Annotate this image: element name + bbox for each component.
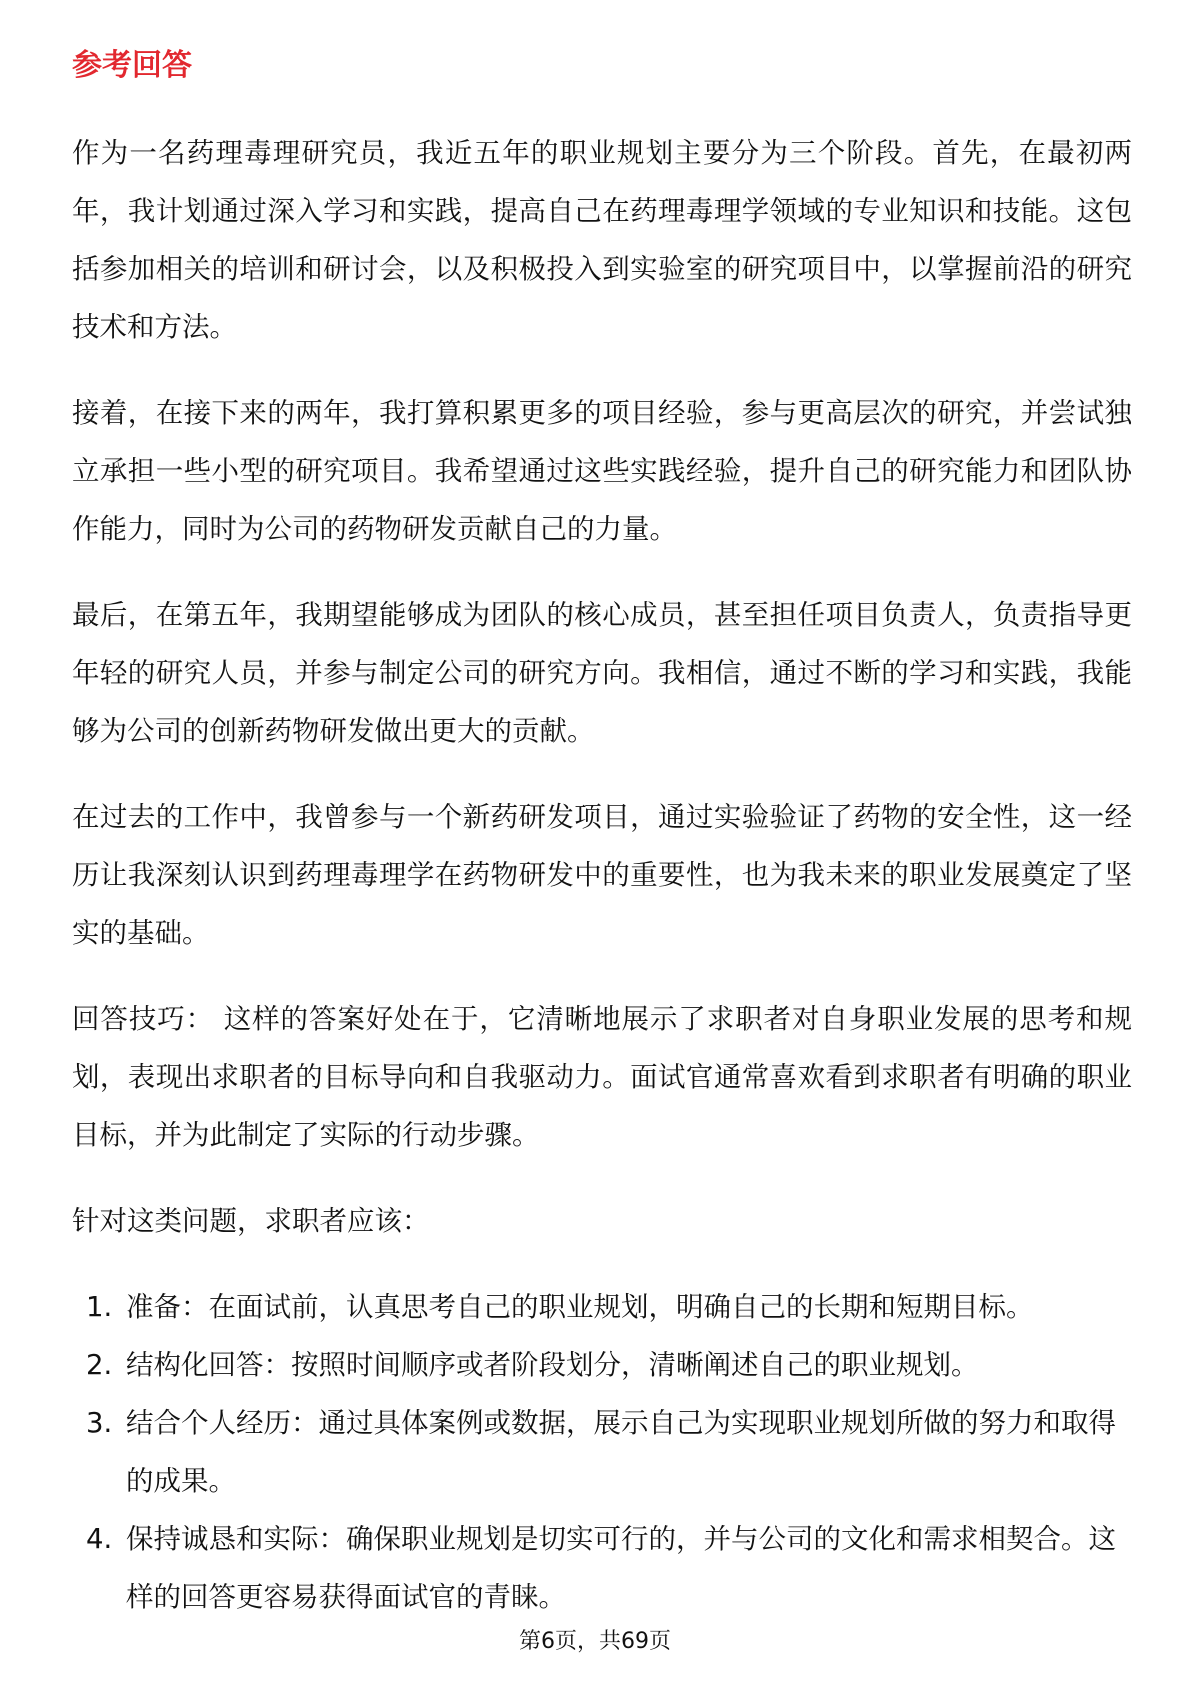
list-number: 2. [86,1349,113,1381]
paragraph-next-two-years: 接着，在接下来的两年，我打算积累更多的项目经验，参与更高层次的研究，并尝试独立承担一些小型的研究项目。我希望通过这些实践经验，提升自己的研究能力和团队协作能力，同时为公司的药物研发贡献自己的力量。 [72,397,1132,545]
paragraph-past-experience: 在过去的工作中，我曾参与一个新药研发项目，通过实验验证了药物的安全性，这一经历让我深刻认识到药理毒理学在药物研发中的重要性，也为我未来的职业发展奠定了坚实的基础。 [72,801,1132,949]
list-number: 3. [86,1407,113,1439]
list-item-text: 准备：在面试前，认真思考自己的职业规划，明确自己的长期和短期目标。 [126,1291,1034,1323]
list-item [72,1336,1132,1394]
page-footer: 第6页，共69页 [519,1629,671,1654]
paragraph-list-intro: 针对这类问题，求职者应该： [72,1205,430,1237]
paragraph-fifth-year: 最后，在第五年，我期望能够成为团队的核心成员，甚至担任项目负责人，负责指导更年轻的研究人员，并参与制定公司的研究方向。我相信，通过不断的学习和实践，我能够为公司的创新药物研发做出更大的贡献。 [72,599,1132,747]
answer-heading: 参考回答 [72,48,192,83]
list-number: 4. [86,1523,113,1555]
list-item [72,1394,1132,1510]
advice-list [72,1278,1132,1626]
list-item-text: 结构化回答：按照时间顺序或者阶段划分，清晰阐述自己的职业规划。 [126,1349,979,1381]
paragraph-plan-intro: 作为一名药理毒理研究员，我近五年的职业规划主要分为三个阶段。首先，在最初两年，我计划通过深入学习和实践，提高自己在药理毒理学领域的专业知识和技能。这包括参加相关的培训和研讨会，以及积极投入到实验室的研究项目中，以掌握前沿的研究技术和方法。 [72,137,1132,343]
list-item [72,1510,1132,1626]
paragraph-answer-tips: 回答技巧： 这样的答案好处在于，它清晰地展示了求职者对自身职业发展的思考和规划，表现出求职者的目标导向和自我驱动力。面试官通常喜欢看到求职者有明确的职业目标，并为此制定了实际的行动步骤。 [72,1003,1132,1151]
list-item-text: 保持诚恳和实际：确保职业规划是切实可行的，并与公司的文化和需求相契合。这样的回答更容易获得面试官的青睐。 [126,1523,1116,1613]
list-number: 1. [86,1291,113,1323]
list-item-text: 结合个人经历：通过具体案例或数据，展示自己为实现职业规划所做的努力和取得的成果。 [126,1407,1116,1497]
list-item [72,1278,1132,1336]
document-page [72,46,1132,1626]
